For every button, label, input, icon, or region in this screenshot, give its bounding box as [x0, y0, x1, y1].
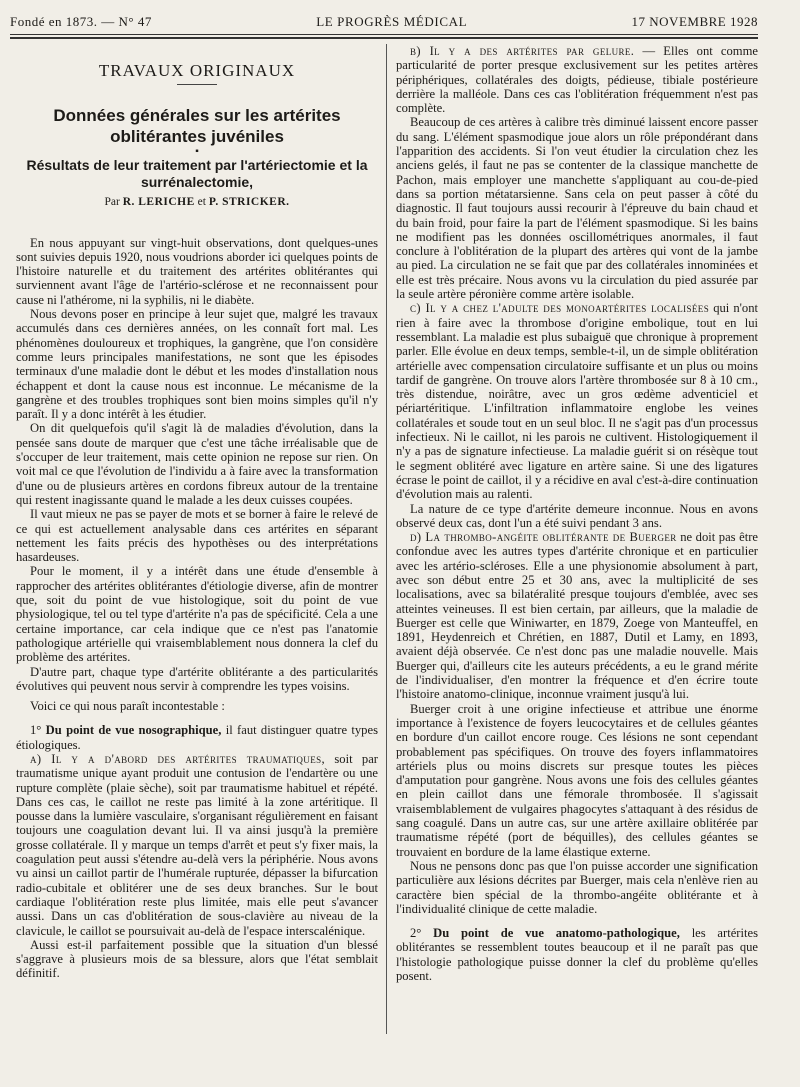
paragraph: Nous ne pensons donc pas que l'on puisse accorder une signification particulière aux lésions décrites par Buerger, mais cela n'enlève rien au caractère bien spécial de la thrombo-angéite oblitérante et à l'individualité clinique de cette maladie.: [396, 858, 758, 916]
paragraph: Nous devons poser en principe à leur sujet que, malgré les travaux accumulés dans ces dernières années, on les connaît fort mal. Les phénomènes douloureux et trophiques, la gangrène, que l'on considère comme leurs principales manifestations, ne sont que les épisodes terminaux d'une maladie dont le début et les modes d'installation nous échappent et dont la cause nous est inconnue. Le mécanisme de la gangrène et des troubles trophiques sont bien moins simples qu'il n'y paraît. Il y a donc intérêt à les étudier.: [16, 307, 378, 422]
subsection-1: [16, 723, 378, 752]
header-rule-thick: [10, 37, 758, 39]
paragraph: La nature de ce type d'artérite demeure inconnue. Nous en avons observé deux cas, dont l'un a été suivi pendant 3 ans.: [396, 501, 758, 530]
right-column: [396, 44, 758, 983]
item-a: [16, 752, 378, 938]
item-d-label: d) La thrombo-angéite oblitérante de Buerger: [410, 530, 677, 545]
item-a-text: soit par traumatisme unique ayant produit une contusion de l'endartère ou une rupture complète (plaie sèche), soit par traumatisme habituel et répété. Dans ces cas, le caillot ne reste pas limité à la zone artéritique. Il pousse dans la lumière vasculaire, s'organisant régulièrement en faisant toujours une coagulation devant lui. Il va ainsi jusqu'à la première grosse collatérale. Il y marque un temps d'arrêt et peut s'y fixer mais, la coagulation peut aussi s'étendre au-delà vers la périphérie. Nous avons vu ainsi un caillot partir de l'humérale rupturée, dépasser la bifurcation radio-cubitale et oblitérer une de ses deux branches. Sur le bout cardiaque l'oblitération reste plus limitée, mais elle peut s'avancer aussi. Dans un cas d'oblitération de sous-clavière au niveau de la clavicule, le caillot se poursuivait au-delà de l'espace interscalénique.: [16, 751, 378, 938]
item-c-label: c) Il y a chez l'adulte des monoartérites localisées: [410, 301, 710, 316]
paragraph: On dit quelquefois qu'il s'agit là de maladies d'évolution, dans la pensée sans doute de marquer que c'est une tâche irréalisable que de s'occuper de leur traitement, mais cette opinion ne repose sur rien. On voit mal ce que l'évolution de l'individu a à faire avec la transformation d'une ou de plusieurs artères en cordons fibreux autour de la trentaine qui restent inagissante quand le malade a les deux cuisses coupées.: [16, 421, 378, 507]
issue-date: 17 NOVEMBRE 1928: [631, 14, 758, 29]
subsection-number: 1°: [30, 723, 42, 738]
item-a-label: a) Il y a d'abord des artérites traumatiques,: [30, 751, 326, 766]
left-column: [16, 44, 378, 981]
item-b-label: b) Il y a des artérites par gelure.: [410, 44, 635, 58]
section-heading: TRAVAUX ORIGINAUX: [98, 61, 296, 80]
journal-title: LE PROGRÈS MÉDICAL: [316, 14, 468, 29]
subsection-text: il faut distinguer quatre types étiologiques.: [16, 723, 378, 752]
paragraph: En nous appuyant sur vingt-huit observations, dont quelques-unes sont suivies depuis 1920, nous voudrions aborder ici quelques points de l'histoire naturelle et du traitement des artérites oblitérantes qui surviennent avant l'âge de l'artério-sclérose et ne reconnaissent pour cause ni l'athérome, ni la syphilis, ni le diabète.: [16, 235, 378, 307]
item-b-text: — Elles ont comme particularité de porter presque exclusivement sur les petites artères périphériques, collatérales des doigts, pédieuse, tibiale postérieure derrière la malléole. Dans ces cas l'oblitération fréquemment n'est pas complète.: [396, 44, 758, 116]
running-header: [10, 14, 758, 36]
paragraph: Pour le moment, il y a intérêt dans une étude d'ensemble à rapprocher des artérites oblitérantes d'étiologie diverse, afin de montrer que, soit du point de vue histologique, soit du point de vue physiologique, tel ou tel type d'artérite n'a pas de spécificité. Cela a une certaine importance, car cela indique que ce n'est pas l'anatomie pathologique artérielle qui vraisemblablement nous donnera la clef du problème des artérites.: [16, 564, 378, 665]
item-b: [396, 44, 758, 115]
item-d-text: ne doit pas être confondue avec les autres types d'artérite chronique et en particulier avec les artério-scléroses. Elle a une physionomie absolument à part, avec son début entre 25 et 30 ans, avec la multiplicité de ses localisations, avec sa bilatéralité presque toujours d'emblée, avec ses atteintes veineuses. Il est bien certain, par ailleurs, que la maladie de Buerger est celle que Winiwarter, en 1879, Zoege von Manteuffel, en 1891, Heydenreich et Chrétien, en 1887, Dutil et Lamy, en 1893, avaient déjà observée. Ce n'est donc pas une maladie nouvelle. Mais Buerger qui, d'ailleurs cite les auteurs précédents, a eu le grand mérite de l'individualiser, d'en montrer la fréquence et d'en écrire toute l'histoire anatomo-clinique, inconnue vraiment jusqu'à lui.: [396, 530, 758, 702]
article-subtitle: Résultats de leur traitement par l'artériectomie et la surrénalectomie,: [26, 157, 368, 191]
paragraph: Buerger croit à une origine infectieuse et attribue une énorme importance à l'existence de foyers leucocytaires et de cellules géantes en bordure d'un caillot encore rouge. Ces lésions ne sont cependant probablement pas spécifiques. On trouve des foyers inflammatoires artériels plus ou moins discrets sur presque toutes les pièces d'amputation pour gangrène. Nous avons une fois des cellules géantes en plein caillot dans une fémorale thrombosée. Il s'agissait vraisemblablement de vulgaires phagocytes s'attaquant à des résidus de sang coagulé. Dans un autre cas, sur une artère axillaire oblitérée par traumatisme répété (port de béquilles), des cellules géantes se trouvaient en bordure de la lame élastique externe.: [396, 701, 758, 859]
item-d: [396, 530, 758, 702]
paragraph: Il vaut mieux ne pas se payer de mots et se borner à faire le relevé de ce qui est actuellement analysable dans ces artérites en séparant nettement les faits précis des hypothèses ou des interprétations hasardeuses.: [16, 507, 378, 565]
subsection-number: 2°: [410, 926, 422, 941]
item-c: [396, 301, 758, 501]
header-founded: Fondé en 1873. — N° 47: [10, 14, 152, 29]
subsection-2: [396, 926, 758, 983]
author-stricker: P. STRICKER.: [208, 196, 290, 209]
subsection-heading: Du point de vue nosographique,: [45, 723, 222, 738]
column-divider: [386, 44, 387, 1034]
paragraph: Aussi est-il parfaitement possible que la situation d'un blessé s'aggrave à plusieurs mois de sa blessure, alors que l'état semblait définitif.: [16, 937, 378, 981]
section-rule: [177, 84, 217, 85]
article-authors: [16, 195, 378, 209]
article-title: Données générales sur les artérites oblitérantes juvéniles: [53, 106, 341, 147]
paragraph: Beaucoup de ces artères à calibre très diminué laissent encore passer du sang. L'élément spasmodique joue alors un rôle prépondérant dans l'apparition des accidents. Si l'on veut étudier la circulation chez les anciens gelés, il faut ne pas se contenter de la classique manchette de Pachon, mais employer une manchette s'appliquant au cou-de-pied dans sa portion métatarsienne. Sans cela on peut passer à côté du diagnostic. Il faut toujours aussi recourir à l'épreuve du bain chaud et du bain froid, pour faire la part de l'élément spasmodique. Si les bains ne modifient pas les données oscillométriques anormales, il faut conclure à l'oblitération de la plupart des artères qui vont de la jambe au pied. La circulation ne se fait que par des collatérales innominées et elle est très précaire. Nous avons vu la circulation du pied assurée par la seule artère péronière comme artère isolable.: [396, 115, 758, 302]
header-rule-thin: [10, 34, 758, 35]
item-c-text: qui n'ont rien à faire avec la thrombose d'origine embolique, tout en lui ressemblant. La maladie est plus subaiguë que chronique à proprement parler. Elle évolue en deux temps, semble-t-il, un de simple oblitération artérielle avec compensation circulatoire suffisante et un plus ou moins tardif de gangrène. On trouve alors l'artère thrombosée sur 8 à 10 cm., très distendue, noirâtre, avec un gros œdème adventiciel et périartéritique. L'infiltration inflammatoire englobe les veines collatérales et soude tout en un seul bloc. Il ne s'agit pas d'un processus infectieux. Ni le caillot, ni les parois ne cultivent. Histologiquement il n'y a pas de signature infectieuse. La maladie guérit si on résèque tout le segment oblitéré avec ligature en artère saine. Si une des ligatures écrase le point de caillot, il y a récidive en aval c'est-à-dire continuation d'évolution mais au ralenti.: [396, 301, 759, 502]
subsection-heading: Du point de vue anatomo-pathologique,: [433, 926, 680, 941]
subsection-text: les artérites oblitérantes se ressemblent toutes beaucoup et il ne paraît pas que l'histologie pathologique puisse donner la clef du problème qu'elles posent.: [396, 926, 758, 983]
paragraph: Voici ce qui nous paraît incontestable :: [30, 699, 225, 714]
paragraph: D'autre part, chaque type d'artérite oblitérante a des particularités évolutives qui peuvent nous servir à comprendre les types voisins.: [16, 664, 378, 693]
author-leriche: R. LERICHE: [122, 196, 195, 209]
authors-prefix: Par: [104, 196, 120, 209]
authors-joiner: et: [197, 196, 206, 209]
title-ornament: ▪: [195, 146, 199, 158]
